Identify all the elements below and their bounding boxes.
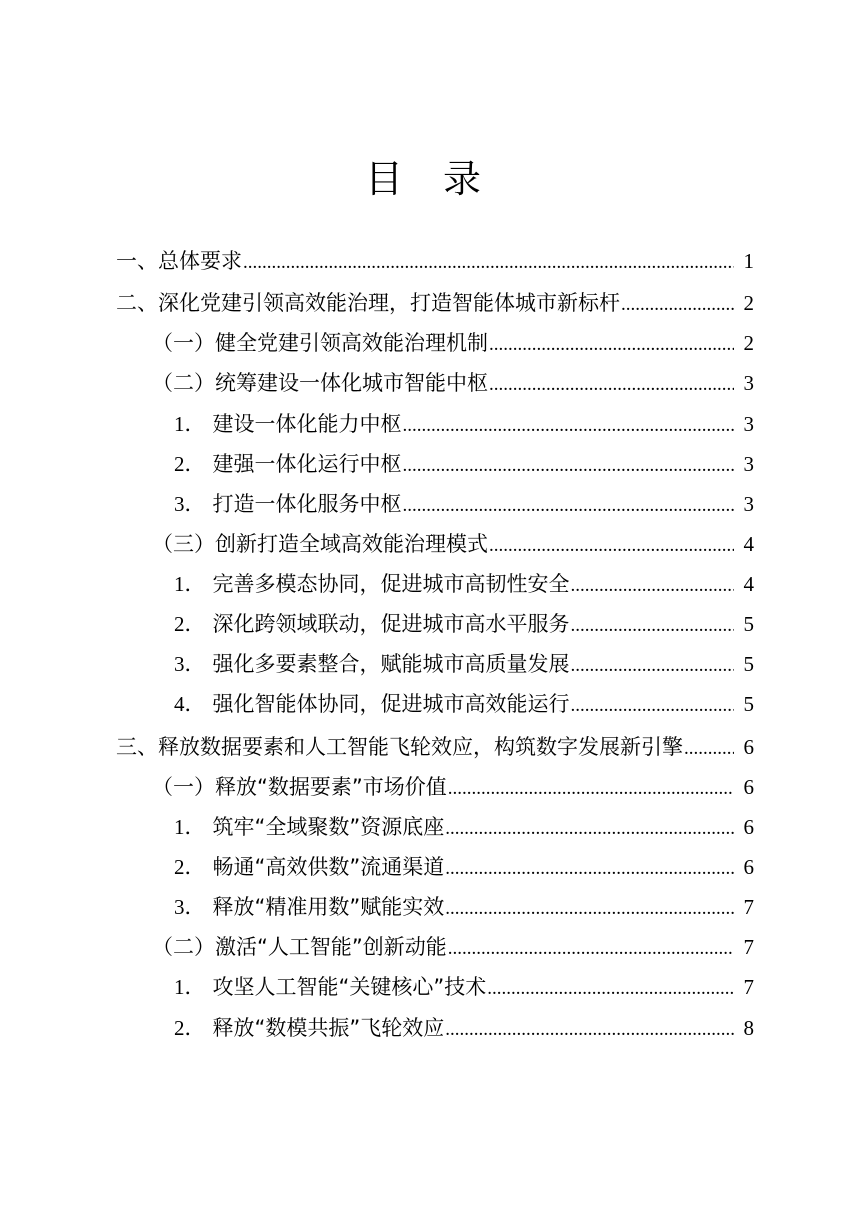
toc-entry[interactable] xyxy=(0,850,860,890)
dot-leader xyxy=(489,529,734,563)
toc-entry-label xyxy=(116,286,620,320)
toc-entry-page-number: 3 xyxy=(743,371,754,396)
dot-leader xyxy=(621,288,734,322)
toc-entry-text: （一）健全党建引领高效能治理机制 xyxy=(152,331,488,356)
toc-entry[interactable] xyxy=(0,244,860,284)
toc-entry-label xyxy=(116,730,683,764)
toc-entry-text: 三、释放数据要素和人工智能飞轮效应，构筑数字发展新引擎 xyxy=(116,734,683,759)
toc-entry[interactable] xyxy=(0,930,860,970)
toc-entry-page-number: 2 xyxy=(743,331,754,356)
toc-entry-number: 1． xyxy=(174,571,206,596)
dot-leader xyxy=(445,892,734,926)
toc-entry-page-number: 5 xyxy=(743,692,754,717)
toc-entry-text: 二、深化党建引领高效能治理，打造智能体城市新标杆 xyxy=(116,291,620,316)
toc-entry-label xyxy=(174,487,402,521)
toc-entry-page-number: 7 xyxy=(743,935,754,960)
toc-entry-page-number: 7 xyxy=(743,975,754,1000)
toc-entry-label xyxy=(174,407,402,441)
dot-leader xyxy=(403,489,735,523)
toc-entry-text: 攻坚人工智能“关键核心”技术 xyxy=(212,975,487,1000)
dot-leader xyxy=(448,932,734,966)
dot-leader xyxy=(571,649,735,683)
toc-entry[interactable] xyxy=(0,366,860,406)
toc-entry-page-number: 6 xyxy=(743,815,754,840)
toc-entry-text: 深化跨领域联动，促进城市高水平服务 xyxy=(212,612,570,637)
dot-leader xyxy=(489,368,734,402)
toc-entry-label xyxy=(174,810,444,844)
toc-entry-label xyxy=(174,850,444,884)
toc-entry-text: 建设一体化能力中枢 xyxy=(212,411,402,436)
toc-entry-page-number: 3 xyxy=(743,411,754,436)
toc-entry-text: （一）释放“数据要素”市场价值 xyxy=(152,775,447,799)
toc-entry-text: （二）激活“人工智能”创新动能 xyxy=(152,935,447,960)
toc-entry[interactable] xyxy=(0,647,860,687)
page-title: 目 录 xyxy=(364,157,496,201)
toc-entry-number: 1． xyxy=(174,411,206,436)
toc-entry-label xyxy=(174,687,570,721)
toc-entry-label xyxy=(174,567,570,601)
table-of-contents xyxy=(0,241,860,1051)
toc-entry-text: 强化智能体协同，促进城市高效能运行 xyxy=(212,692,570,717)
toc-entry-page-number: 6 xyxy=(743,775,754,799)
toc-entry[interactable] xyxy=(0,567,860,607)
dot-leader xyxy=(445,1013,734,1047)
toc-entry-number: 3． xyxy=(174,491,206,516)
dot-leader xyxy=(243,246,734,280)
toc-entry-text: （三）创新打造全域高效能治理模式 xyxy=(152,531,488,556)
dot-leader xyxy=(403,409,735,443)
toc-entry-number: 3． xyxy=(174,652,206,677)
toc-entry-label xyxy=(152,366,488,400)
toc-entry-text: 释放“数模共振”飞轮效应 xyxy=(212,1015,445,1040)
toc-entry-text: 一、总体要求 xyxy=(116,248,242,273)
toc-entry-number: 2． xyxy=(174,855,206,880)
toc-entry[interactable] xyxy=(0,890,860,930)
dot-leader xyxy=(684,732,734,766)
dot-leader xyxy=(448,772,734,806)
toc-entry-label xyxy=(174,607,570,641)
toc-entry-label xyxy=(152,770,447,804)
toc-entry[interactable] xyxy=(0,447,860,487)
toc-entry-label xyxy=(152,527,488,561)
toc-entry-number: 3． xyxy=(174,895,206,920)
toc-entry-page-number: 5 xyxy=(743,652,754,677)
toc-entry-label xyxy=(174,647,570,681)
toc-entry[interactable] xyxy=(0,286,860,326)
toc-entry-label xyxy=(174,970,486,1004)
toc-entry-text: 筑牢“全域聚数”资源底座 xyxy=(212,815,445,840)
toc-entry[interactable] xyxy=(0,970,860,1010)
toc-entry-number: 2． xyxy=(174,1015,206,1040)
toc-entry-number: 2． xyxy=(174,612,206,637)
dot-leader xyxy=(571,689,735,723)
dot-leader xyxy=(445,852,734,886)
toc-entry-page-number: 4 xyxy=(743,571,754,596)
dot-leader xyxy=(571,609,735,643)
toc-entry-number: 1． xyxy=(174,815,206,840)
dot-leader xyxy=(403,449,735,483)
toc-entry[interactable] xyxy=(0,810,860,850)
toc-entry[interactable] xyxy=(0,770,860,810)
toc-entry[interactable] xyxy=(0,487,860,527)
toc-entry[interactable] xyxy=(0,407,860,447)
toc-entry-page-number: 6 xyxy=(743,734,754,759)
toc-entry-page-number: 7 xyxy=(743,895,754,920)
toc-entry-page-number: 6 xyxy=(743,855,754,880)
toc-entry-text: 完善多模态协同，促进城市高韧性安全 xyxy=(212,571,570,596)
toc-entry-text: （二）统筹建设一体化城市智能中枢 xyxy=(152,371,488,396)
toc-entry-text: 强化多要素整合，赋能城市高质量发展 xyxy=(212,652,570,677)
toc-entry[interactable] xyxy=(0,1011,860,1051)
toc-entry-label xyxy=(116,244,242,278)
toc-entry[interactable] xyxy=(0,326,860,366)
toc-entry-page-number: 2 xyxy=(743,291,754,316)
toc-entry-label xyxy=(174,1011,444,1045)
dot-leader xyxy=(487,972,734,1006)
toc-entry-text: 释放“精准用数”赋能实效 xyxy=(212,895,445,920)
toc-entry-label xyxy=(152,326,488,360)
dot-leader xyxy=(489,328,734,362)
toc-entry[interactable] xyxy=(0,607,860,647)
toc-entry-label xyxy=(174,447,402,481)
toc-entry-text: 建强一体化运行中枢 xyxy=(212,451,402,476)
toc-entry-page-number: 4 xyxy=(743,531,754,556)
toc-entry-page-number: 1 xyxy=(743,248,754,273)
dot-leader xyxy=(445,812,734,846)
toc-entry-label xyxy=(174,890,444,924)
toc-entry[interactable] xyxy=(0,730,860,770)
toc-entry-page-number: 3 xyxy=(743,451,754,476)
toc-entry[interactable] xyxy=(0,687,860,727)
toc-entry-page-number: 8 xyxy=(743,1015,754,1040)
toc-entry-text: 畅通“高效供数”流通渠道 xyxy=(212,855,445,880)
toc-entry-page-number: 5 xyxy=(743,612,754,637)
toc-entry-text: 打造一体化服务中枢 xyxy=(212,491,402,516)
toc-entry-label xyxy=(152,930,447,964)
toc-entry[interactable] xyxy=(0,527,860,567)
toc-entry-number: 1． xyxy=(174,975,206,1000)
toc-entry-number: 2． xyxy=(174,451,206,476)
toc-entry-number: 4． xyxy=(174,692,206,717)
dot-leader xyxy=(571,569,735,603)
toc-entry-page-number: 3 xyxy=(743,491,754,516)
